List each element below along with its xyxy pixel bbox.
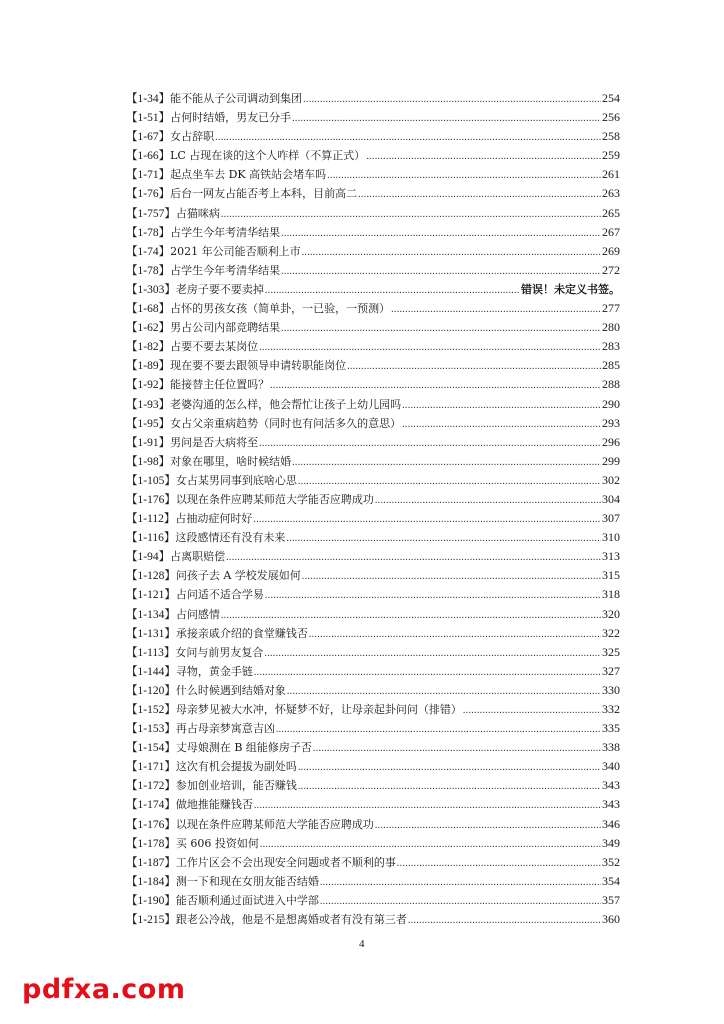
toc-entry[interactable] bbox=[126, 547, 620, 566]
toc-entry-page: 261 bbox=[602, 167, 620, 182]
toc-entry-code: 【1-91】 bbox=[126, 436, 171, 449]
toc-entry-page: 269 bbox=[602, 243, 620, 258]
toc-entry[interactable] bbox=[126, 643, 620, 662]
toc-entry[interactable] bbox=[126, 490, 620, 509]
toc-entry[interactable] bbox=[126, 242, 620, 261]
toc-entry-page: 263 bbox=[602, 186, 620, 201]
toc-entry-page: 267 bbox=[602, 224, 620, 239]
toc-entry[interactable] bbox=[126, 89, 620, 108]
toc-entry-code: 【1-74】 bbox=[126, 245, 171, 258]
toc-entry-page: 315 bbox=[602, 568, 620, 583]
toc-entry-title: 起点坐车去 DK 高铁站会堵车吗 bbox=[170, 168, 327, 182]
toc-entry-page: 343 bbox=[602, 797, 620, 812]
toc-entry-code: 【1-89】 bbox=[126, 360, 171, 373]
toc-entry-page: 313 bbox=[602, 549, 620, 564]
toc-entry[interactable] bbox=[126, 127, 620, 146]
toc-entry[interactable] bbox=[126, 414, 620, 433]
toc-entry[interactable] bbox=[126, 452, 620, 471]
dot-leader bbox=[375, 816, 601, 835]
toc-entry-page: 343 bbox=[602, 778, 620, 793]
toc-entry-title: 现在要不要去跟领导申请转职能岗位 bbox=[170, 359, 347, 373]
toc-entry-title: 女占辞职 bbox=[170, 130, 215, 144]
toc-entry-code: 【1-78】 bbox=[126, 226, 171, 239]
watermark-logo: pdfxa.com bbox=[22, 974, 186, 1005]
toc-entry[interactable] bbox=[126, 891, 620, 910]
dot-leader bbox=[259, 434, 601, 453]
toc-entry-title: 什么时候遇到结婚对象 bbox=[175, 683, 286, 697]
toc-entry-code: 【1-176】 bbox=[126, 493, 176, 506]
dot-leader bbox=[366, 147, 601, 166]
toc-entry-page: 340 bbox=[602, 759, 620, 774]
dot-leader bbox=[281, 262, 601, 281]
toc-entry[interactable] bbox=[126, 585, 620, 604]
toc-entry-page: 325 bbox=[602, 644, 620, 659]
toc-entry-title: 占怀的男孩女孩（简单卦，一已验，一预测） bbox=[170, 302, 391, 316]
toc-entry-code: 【1-112】 bbox=[126, 513, 176, 526]
toc-entry-page: 280 bbox=[602, 320, 620, 335]
toc-entry[interactable] bbox=[126, 700, 620, 719]
toc-entry-title: 占离职赔偿 bbox=[170, 550, 226, 564]
table-of-contents bbox=[126, 89, 620, 929]
toc-entry-page: 293 bbox=[602, 415, 620, 430]
toc-entry[interactable] bbox=[126, 834, 620, 853]
dot-leader bbox=[313, 739, 601, 758]
toc-entry[interactable] bbox=[126, 204, 620, 223]
dot-leader bbox=[303, 90, 601, 109]
dot-leader bbox=[254, 796, 601, 815]
dot-leader bbox=[320, 873, 601, 892]
toc-entry-page: 299 bbox=[602, 453, 620, 468]
toc-entry-code: 【1-757】 bbox=[126, 207, 176, 220]
toc-entry-code: 【1-95】 bbox=[126, 417, 171, 430]
dot-leader bbox=[221, 606, 601, 625]
toc-entry-code: 【1-67】 bbox=[126, 131, 171, 144]
toc-entry[interactable] bbox=[126, 261, 620, 280]
dot-leader bbox=[309, 625, 601, 644]
toc-entry-code: 【1-190】 bbox=[126, 894, 176, 907]
toc-entry-title: 跟老公冷战，他是不是想离婚或者有没有第三者 bbox=[175, 913, 407, 927]
toc-entry[interactable] bbox=[126, 528, 620, 547]
dot-leader bbox=[292, 453, 601, 472]
toc-entry-code: 【1-178】 bbox=[126, 837, 176, 850]
dot-leader bbox=[281, 224, 601, 243]
toc-entry-code: 【1-303】 bbox=[126, 283, 176, 296]
toc-entry-code: 【1-215】 bbox=[126, 914, 176, 927]
toc-entry[interactable] bbox=[126, 815, 620, 834]
toc-entry-page: 304 bbox=[602, 491, 620, 506]
toc-entry-code: 【1-152】 bbox=[126, 704, 176, 716]
toc-entry-title: 问孩子去 A 学校发展如何 bbox=[175, 569, 301, 583]
toc-entry[interactable] bbox=[126, 738, 620, 757]
toc-entry[interactable] bbox=[126, 509, 620, 528]
dot-leader bbox=[264, 644, 601, 663]
dot-leader bbox=[265, 586, 601, 605]
dot-leader bbox=[253, 510, 601, 529]
dot-leader bbox=[215, 128, 601, 147]
dot-leader bbox=[221, 205, 601, 224]
toc-entry-title: 占学生今年考清华结果 bbox=[170, 225, 281, 239]
toc-entry-page: 288 bbox=[602, 377, 620, 392]
toc-entry-title: 参加创业培训，能否赚钱 bbox=[175, 779, 297, 793]
toc-entry-title: LC 占现在谈的这个人咋样（不算正式） bbox=[170, 149, 366, 163]
toc-entry-title: 承接亲戚介绍的食堂赚钱否 bbox=[175, 626, 308, 640]
toc-entry-code: 【1-93】 bbox=[126, 398, 171, 411]
dot-leader bbox=[375, 491, 601, 510]
toc-entry-title: 母亲梦见被大水冲，怀疑梦不好，让母亲起卦问问（排错） bbox=[175, 703, 462, 716]
toc-entry-title: 能接替主任位置吗？ bbox=[170, 378, 270, 392]
dot-leader bbox=[287, 682, 601, 701]
toc-entry-page: 327 bbox=[602, 663, 620, 678]
toc-entry-title: 老房子要不要卖掉 bbox=[175, 282, 264, 296]
toc-entry-page: 254 bbox=[602, 91, 620, 105]
toc-entry-title: 男占公司内部竞聘结果 bbox=[170, 321, 281, 335]
toc-entry-page: 346 bbox=[602, 816, 620, 831]
toc-entry-title: 再占母亲梦寓意吉凶 bbox=[175, 722, 275, 736]
toc-entry-title: 能否顺利通过面试进入中学部 bbox=[175, 893, 319, 907]
toc-entry-page: 307 bbox=[602, 511, 620, 526]
toc-entry[interactable] bbox=[126, 223, 620, 242]
dot-leader bbox=[302, 567, 601, 586]
dot-leader bbox=[302, 243, 601, 262]
toc-entry-code: 【1-82】 bbox=[126, 341, 171, 354]
toc-entry-title: 女问与前男友复合 bbox=[175, 645, 264, 659]
dot-leader bbox=[408, 911, 601, 930]
toc-entry-code: 【1-66】 bbox=[126, 150, 171, 163]
toc-entry[interactable] bbox=[126, 757, 620, 776]
toc-entry-title: 做地推能赚钱否 bbox=[175, 798, 253, 812]
toc-entry-page: 258 bbox=[602, 129, 620, 144]
toc-entry-page: 349 bbox=[602, 835, 620, 850]
toc-entry[interactable] bbox=[126, 433, 620, 452]
toc-entry-code: 【1-71】 bbox=[126, 169, 171, 182]
toc-entry-page: 296 bbox=[602, 434, 620, 449]
toc-entry-page: 320 bbox=[602, 606, 620, 621]
toc-entry-code: 【1-134】 bbox=[126, 608, 176, 621]
toc-entry[interactable] bbox=[126, 795, 620, 814]
toc-entry-title: 占学生今年考清华结果 bbox=[170, 263, 281, 277]
dot-leader bbox=[270, 376, 601, 395]
toc-entry[interactable] bbox=[126, 853, 620, 872]
toc-entry-title: 买 606 投资如何 bbox=[175, 836, 259, 850]
toc-entry[interactable] bbox=[126, 910, 620, 929]
toc-entry-page: 352 bbox=[602, 854, 620, 869]
toc-entry[interactable] bbox=[126, 719, 620, 738]
dot-leader bbox=[327, 166, 601, 185]
toc-entry-code: 【1-154】 bbox=[126, 742, 176, 755]
dot-leader bbox=[286, 529, 601, 548]
toc-entry-code: 【1-105】 bbox=[126, 474, 176, 487]
toc-entry[interactable] bbox=[126, 662, 620, 681]
toc-entry-page: 259 bbox=[602, 148, 620, 163]
toc-entry-title: 以现在条件应聘某师范大学能否应聘成功 bbox=[175, 492, 374, 506]
toc-entry-page: 357 bbox=[602, 892, 620, 907]
toc-entry-code: 【1-78】 bbox=[126, 264, 171, 277]
dot-leader bbox=[226, 548, 601, 567]
toc-entry-title: 寻物，黄金手链 bbox=[175, 664, 253, 678]
toc-entry-code: 【1-128】 bbox=[126, 570, 176, 583]
toc-entry[interactable] bbox=[126, 681, 620, 700]
toc-entry-title: 丈母娘测在 B 组能修房子否 bbox=[175, 741, 312, 755]
toc-entry-page: 272 bbox=[602, 262, 620, 277]
toc-entry-code: 【1-144】 bbox=[126, 665, 176, 678]
toc-entry-code: 【1-176】 bbox=[126, 818, 176, 831]
toc-entry-code: 【1-171】 bbox=[126, 761, 176, 774]
toc-entry-title: 对象在哪里，啥时候结婚 bbox=[170, 454, 292, 468]
toc-entry-code: 【1-34】 bbox=[126, 93, 171, 105]
toc-entry-title: 女占某男同事到底啥心思 bbox=[175, 473, 297, 487]
dot-leader bbox=[347, 357, 601, 376]
toc-entry-title: 占问适不适合学易 bbox=[175, 588, 264, 602]
toc-entry-page: 302 bbox=[602, 472, 620, 487]
toc-entry-title: 以现在条件应聘某师范大学能否应聘成功 bbox=[175, 817, 374, 831]
dot-leader bbox=[265, 281, 520, 300]
toc-entry[interactable] bbox=[126, 184, 620, 203]
toc-entry-code: 【1-98】 bbox=[126, 455, 171, 468]
toc-entry[interactable] bbox=[126, 395, 620, 414]
dot-leader bbox=[281, 319, 601, 338]
toc-entry-code: 【1-51】 bbox=[126, 112, 171, 125]
toc-entry[interactable] bbox=[126, 872, 620, 891]
toc-entry-title: 2021 年公司能否顺利上市 bbox=[170, 244, 301, 258]
toc-entry-title: 占猫咪病 bbox=[175, 206, 220, 220]
dot-leader bbox=[391, 300, 601, 319]
dot-leader bbox=[298, 758, 601, 777]
toc-entry-page: 354 bbox=[602, 873, 620, 888]
dot-leader bbox=[358, 185, 601, 204]
toc-entry-code: 【1-62】 bbox=[126, 322, 171, 335]
toc-entry[interactable] bbox=[126, 108, 620, 127]
toc-entry-code: 【1-94】 bbox=[126, 551, 171, 564]
toc-entry[interactable] bbox=[126, 318, 620, 337]
toc-entry[interactable] bbox=[126, 299, 620, 318]
toc-entry-error: 错误！未定义书签。 bbox=[521, 282, 620, 296]
toc-entry-code: 【1-184】 bbox=[126, 875, 176, 888]
toc-entry-page: 256 bbox=[602, 110, 620, 125]
toc-entry-code: 【1-131】 bbox=[126, 627, 176, 640]
toc-entry-title: 这段感情还有没有未来 bbox=[175, 531, 286, 545]
toc-entry[interactable] bbox=[126, 337, 620, 356]
toc-entry-page: 318 bbox=[602, 587, 620, 602]
dot-leader bbox=[298, 472, 601, 491]
toc-entry[interactable] bbox=[126, 471, 620, 490]
dot-leader bbox=[254, 663, 601, 682]
toc-entry-title: 老婆沟通的怎么样，他会帮忙让孩子上幼儿园吗 bbox=[170, 397, 402, 411]
dot-leader bbox=[259, 338, 601, 357]
toc-entry-code: 【1-172】 bbox=[126, 780, 176, 793]
toc-entry-page: 330 bbox=[602, 682, 620, 697]
toc-entry-title: 女占父亲重病趋势（同时也有问活多久的意思） bbox=[170, 416, 402, 430]
toc-entry-page: 360 bbox=[602, 912, 620, 927]
toc-entry-code: 【1-113】 bbox=[126, 646, 176, 659]
toc-entry-page: 277 bbox=[602, 301, 620, 316]
toc-entry-code: 【1-153】 bbox=[126, 723, 176, 736]
toc-entry[interactable] bbox=[126, 356, 620, 375]
toc-entry-page: 290 bbox=[602, 396, 620, 411]
toc-entry[interactable] bbox=[126, 566, 620, 585]
toc-entry-title: 这次有机会提拔为副处吗 bbox=[175, 760, 297, 774]
dot-leader bbox=[402, 415, 601, 434]
toc-entry-code: 【1-174】 bbox=[126, 799, 176, 812]
toc-entry-title: 占何时结婚，男友已分手 bbox=[170, 111, 292, 125]
toc-entry-code: 【1-120】 bbox=[126, 684, 176, 697]
toc-entry-title: 占问感情 bbox=[175, 607, 220, 621]
toc-entry-code: 【1-68】 bbox=[126, 303, 171, 316]
toc-entry-title: 占抽动症何时好 bbox=[175, 512, 253, 526]
dot-leader bbox=[298, 777, 601, 796]
toc-entry-title: 测一下和现在女朋友能否结婚 bbox=[175, 874, 319, 888]
toc-entry-code: 【1-187】 bbox=[126, 856, 176, 869]
toc-entry[interactable] bbox=[126, 605, 620, 624]
toc-entry-title: 能不能从子公司调动到集团 bbox=[170, 92, 303, 105]
toc-entry-page: 310 bbox=[602, 530, 620, 545]
dot-leader bbox=[402, 396, 601, 415]
dot-leader bbox=[320, 892, 601, 911]
toc-entry-page: 322 bbox=[602, 625, 620, 640]
toc-entry[interactable] bbox=[126, 776, 620, 795]
toc-entry-title: 后台一网友占能否考上本科，目前高二 bbox=[170, 187, 358, 201]
toc-entry[interactable] bbox=[126, 280, 620, 299]
toc-entry-title: 男问是否大病将至 bbox=[170, 435, 259, 449]
toc-entry-page: 283 bbox=[602, 339, 620, 354]
toc-entry[interactable] bbox=[126, 165, 620, 184]
toc-entry[interactable] bbox=[126, 146, 620, 165]
toc-entry-page: 335 bbox=[602, 721, 620, 736]
dot-leader bbox=[276, 720, 601, 739]
dot-leader bbox=[260, 835, 601, 854]
toc-entry-code: 【1-116】 bbox=[126, 532, 176, 545]
dot-leader bbox=[463, 701, 601, 720]
toc-entry-page: 332 bbox=[602, 702, 620, 716]
toc-entry-code: 【1-92】 bbox=[126, 379, 171, 392]
toc-entry-title: 占要不要去某岗位 bbox=[170, 340, 259, 354]
toc-entry-page: 338 bbox=[602, 740, 620, 755]
dot-leader bbox=[397, 854, 601, 873]
toc-entry[interactable] bbox=[126, 624, 620, 643]
toc-entry[interactable] bbox=[126, 375, 620, 394]
toc-entry-page: 285 bbox=[602, 358, 620, 373]
dot-leader bbox=[292, 109, 601, 128]
page-number: 4 bbox=[359, 938, 365, 950]
toc-entry-code: 【1-76】 bbox=[126, 188, 171, 201]
toc-entry-code: 【1-121】 bbox=[126, 589, 176, 602]
toc-entry-page: 265 bbox=[602, 205, 620, 220]
toc-entry-title: 工作片区会不会出现安全问题或者不顺利的事 bbox=[175, 855, 396, 869]
